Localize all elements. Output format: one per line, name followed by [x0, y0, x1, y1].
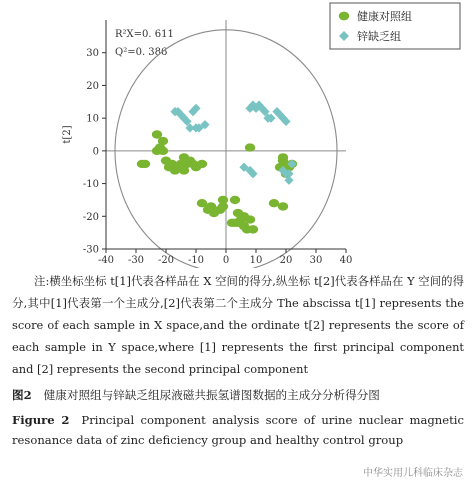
data-point	[245, 143, 255, 151]
y-tick-label: -10	[82, 179, 99, 191]
x-tick-label: 40	[339, 255, 353, 266]
y-tick-label: -20	[82, 211, 99, 223]
caption-chinese	[12, 386, 464, 404]
data-point	[278, 156, 288, 164]
data-point	[278, 202, 288, 210]
journal-watermark: 中华实用儿科临床杂志	[363, 468, 463, 479]
x-tick-label: -30	[127, 255, 145, 266]
x-tick-label: 0	[222, 255, 230, 266]
caption-english-text: Principal component analysis score of urine nuclear magnetic resonance data of zinc deficiency group and healthy control group	[12, 413, 464, 447]
data-point	[140, 160, 150, 168]
figure-note	[12, 270, 464, 380]
y-tick-label: 0	[92, 146, 99, 158]
legend-marker-circle	[339, 12, 349, 21]
x-tick-label: -20	[157, 255, 175, 266]
legend	[330, 3, 460, 49]
model-stat-1: Q²=0. 386	[115, 47, 168, 58]
data-points	[137, 100, 297, 233]
note-chinese: 注:横坐标坐标 t[1]代表各样品在 X 空间的得分,纵坐标 t[2]代表各样品在 Y 空间的得分,其中[1]代表第一个主成分,[2]代表第二个主成分 The abscissa t[1] represents the score of each sample in X space,and the ordinate t[2] represents the score of each sample in Y space,where [1] represents the first principal component and [2] represents the second principal component	[12, 274, 465, 376]
caption-chinese-label: 图2	[12, 388, 32, 402]
legend-label: 锌缺乏组	[357, 30, 401, 43]
data-point	[197, 160, 207, 168]
model-stat-0: R²X=0. 611	[115, 29, 174, 40]
x-tick-label: 30	[309, 255, 323, 266]
data-point	[239, 222, 249, 230]
caption-chinese-text: 健康对照组与锌缺乏组尿液磁共振氢谱图数据的主成分分析得分图	[43, 388, 380, 402]
series-0	[137, 130, 297, 233]
caption-english-label: Figure 2	[12, 413, 70, 427]
legend-label: 健康对照组	[357, 10, 412, 23]
x-tick-label: 10	[249, 255, 263, 266]
data-point	[209, 209, 219, 217]
data-point	[230, 196, 240, 204]
note-english: The abscissa t[1] represents the score of each sample in X space,and the ordinate t[2] represents the score of each sample in Y space,where [1] represents the first principal component and [2] represents the second principal component	[12, 296, 465, 376]
caption-english	[12, 410, 464, 450]
y-tick-label: 20	[86, 80, 99, 92]
y-tick-label: 30	[86, 48, 99, 60]
y-axis-label: t[2]	[62, 125, 73, 144]
series-1	[170, 100, 296, 184]
y-tick-label: -30	[82, 244, 99, 256]
data-point	[248, 225, 258, 233]
data-point	[188, 160, 198, 168]
data-point	[158, 137, 168, 145]
data-point	[269, 199, 279, 207]
x-tick-label: 20	[279, 255, 293, 266]
model-stats	[115, 29, 174, 58]
y-tick-label: 10	[86, 113, 99, 125]
x-tick-label: -40	[97, 255, 115, 266]
data-point	[152, 147, 162, 155]
x-tick-label: -10	[187, 255, 205, 266]
data-point	[173, 163, 183, 171]
